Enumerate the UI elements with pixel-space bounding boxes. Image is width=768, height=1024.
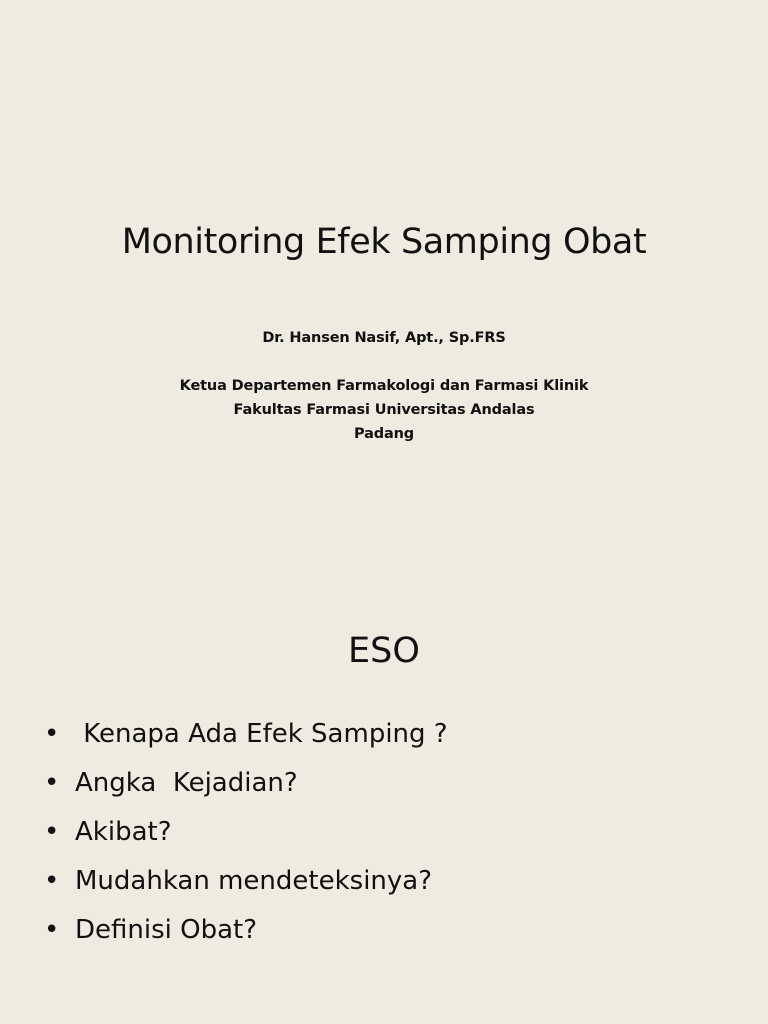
author-city: Padang xyxy=(354,426,414,442)
author-position: Ketua Departemen Farmakologi dan Farmasi Klinik xyxy=(179,378,589,394)
bullet-item xyxy=(40,808,448,857)
bullet-list xyxy=(40,710,448,955)
bullet-item xyxy=(40,759,448,808)
bullet-icon: • xyxy=(44,768,60,798)
bullet-text: Angka Kejadian? xyxy=(75,768,298,798)
author-name: Dr. Hansen Nasif, Apt., Sp.FRS xyxy=(262,330,506,346)
bullet-text: Akibat? xyxy=(75,817,172,847)
bullet-icon: • xyxy=(44,719,60,749)
bullet-text: Kenapa Ada Efek Samping ? xyxy=(75,719,448,749)
bullet-text: Mudahkan mendeteksinya? xyxy=(75,866,433,896)
bullet-item xyxy=(40,906,448,955)
bullet-item xyxy=(40,710,448,759)
bullet-icon: • xyxy=(44,817,60,847)
bullet-icon: • xyxy=(44,915,60,945)
bullet-text: Definisi Obat? xyxy=(75,915,258,945)
bullet-item xyxy=(40,857,448,906)
slide-title: Monitoring Efek Samping Obat xyxy=(121,222,647,262)
bullet-icon: • xyxy=(44,866,60,896)
slide-title: ESO xyxy=(348,631,420,671)
content-slide xyxy=(0,576,768,1024)
author-faculty: Fakultas Farmasi Universitas Andalas xyxy=(233,402,535,418)
